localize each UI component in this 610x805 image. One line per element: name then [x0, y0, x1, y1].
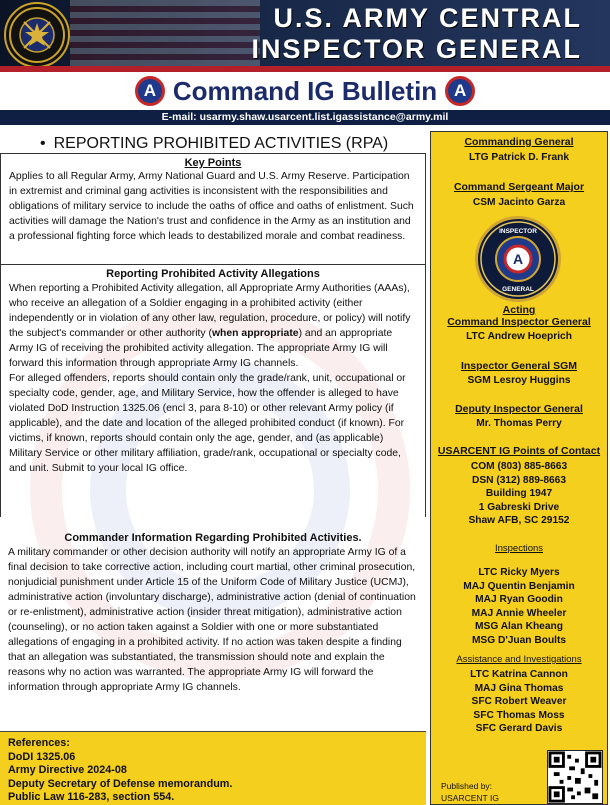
qr-code-icon[interactable] — [547, 750, 603, 804]
inspector-name: MAJ Quentin Benjamin — [463, 580, 575, 592]
email-line[interactable]: E-mail: usarmy.shaw.usarcent.list.igassistance@army.mil — [0, 110, 610, 125]
inspector-name: MSG Alan Kheang — [475, 621, 563, 632]
inspector-name: LTC Ricky Myers — [478, 567, 560, 578]
inspections-block — [431, 543, 607, 647]
commander-info-body: A military commander or other decision authority will notify an appropriate Army IG of a final decision to take corrective action, including court martial, other criminal prosecution, nonjudicial punishment under Article 15 of the Uniform Code of Military Justice (UCMJ), administrative action (involuntary discharge), administrative action (denial of continuation or re-enlistment), administrative action (insider threat mitigation), administrative action (counseling), or no action taken against a Soldier with one or more substantiated allegations of engaging in a prohibited activity. If no action was taken despite a finding that an allegation was substantiated, the transmission should note and explain the reasons why no action was warranted. The appropriate Army IG will forward the information through appropriate Army IG channels. — [8, 547, 416, 693]
inspector-name: MAJ Annie Wheeler — [471, 607, 567, 619]
inspector-name: MSG D'Juan Boults — [471, 634, 567, 646]
heading-bullet: • — [40, 135, 46, 152]
assistance-name: SFC Robert Weaver — [471, 696, 567, 707]
reference-item: Public Law 116-283, section 554. — [8, 791, 175, 803]
leadership-sidebar — [430, 131, 608, 805]
acting-heading-title: Command Inspector General — [447, 316, 591, 328]
para-emphasis: when appropriate — [211, 328, 299, 339]
acting-heading: Acting — [502, 304, 536, 316]
inspector-name: MAJ Ryan Goodin — [475, 594, 563, 605]
csm-block — [431, 181, 607, 210]
key-points-box — [0, 153, 426, 265]
rpa-allegations-para-2: For alleged offenders, reports should contain only the grade/rank, unit, occupational or specialty code, gender, age, and Military Service, how the offender is alleged to have violated DoD Instruction 1325.06 (encl 3, para 8-10) or other relevant Army policy (if applicable), and the date and location of the alleged prohibited conduct (if known). For victims, if known, reports should contain only the age, gender, and (as applicable) Military Service or other military affiliation, grade/rank, occupational or specialty code, and unit. Submit to your local IG office. — [9, 373, 406, 474]
published-by — [441, 780, 499, 804]
inspections-heading: Inspections — [494, 543, 544, 554]
deputy-name: Mr. Thomas Perry — [476, 418, 562, 429]
sgm-heading: Inspector General SGM — [460, 360, 578, 372]
commander-info-section — [0, 529, 426, 729]
header-title-line-2: INSPECTOR GENERAL — [251, 34, 582, 64]
seal-letter: A — [512, 251, 524, 267]
ig-seal-icon — [478, 219, 558, 299]
third-army-patch-icon: A — [445, 76, 475, 106]
csm-heading: Command Sergeant Major — [453, 181, 585, 193]
poc-line[interactable]: COM (803) 885-8663 — [470, 461, 568, 472]
para-text: ) and an appropriate Army IG of receiving the prohibited activity allegation. The appropriate Army IG will forward this information through appropriate Army IG channels. — [9, 328, 393, 369]
references-title: References: — [8, 737, 70, 749]
rpa-heading — [40, 135, 388, 153]
assistance-name: SFC Thomas Moss — [473, 709, 565, 721]
page-header — [0, 0, 610, 72]
poc-block — [431, 445, 607, 528]
acting-name: LTC Andrew Hoeprich — [466, 331, 572, 342]
seal-text-top: INSPECTOR — [499, 228, 537, 235]
cg-block — [431, 136, 607, 165]
commander-info-title: Commander Information Regarding Prohibited Activities. — [64, 532, 362, 544]
rpa-allegations-section — [0, 265, 426, 517]
assistance-heading: Assistance and Investigations — [456, 654, 582, 665]
poc-line: Shaw AFB, SC 29152 — [468, 515, 570, 526]
third-army-patch-icon: A — [135, 76, 165, 106]
inspector-general-emblem — [4, 2, 70, 68]
poc-heading: USARCENT IG Points of Contact — [437, 445, 601, 457]
reference-item: Army Directive 2024-08 — [8, 764, 127, 776]
published-org: USARCENT IG — [441, 793, 499, 803]
header-title-line-1: U.S. ARMY CENTRAL — [273, 3, 582, 33]
assistance-name: MAJ Gina Thomas — [474, 682, 564, 694]
assistance-name: LTC Katrina Cannon — [470, 669, 568, 680]
deputy-heading: Deputy Inspector General — [455, 403, 583, 415]
cg-heading: Commanding General — [464, 136, 574, 148]
acting-cig-block — [431, 304, 607, 344]
references-box — [0, 731, 426, 805]
poc-line: 1 Gabreski Drive — [478, 501, 560, 513]
emblem-icon — [6, 4, 68, 66]
qr-pattern — [548, 751, 602, 803]
bulletin-title: Command IG Bulletin — [172, 75, 438, 106]
poc-line[interactable]: DSN (312) 889-8663 — [471, 474, 566, 486]
assistance-name: SFC Gerard Davis — [475, 723, 563, 734]
ig-sgm-block — [431, 360, 607, 388]
poc-line: Building 1947 — [485, 488, 553, 499]
rpa-allegations-para-1 — [9, 281, 417, 371]
seal-text-bottom: GENERAL — [502, 286, 534, 293]
csm-name: CSM Jacinto Garza — [472, 197, 566, 208]
key-points-title: Key Points — [184, 157, 242, 169]
bulletin-banner — [0, 72, 610, 110]
assistance-block — [431, 654, 607, 736]
flag-background — [70, 0, 260, 72]
deputy-ig-block — [431, 403, 607, 431]
cg-name: LTG Patrick D. Frank — [468, 152, 569, 163]
reference-item: DoDI 1325.06 — [8, 750, 76, 763]
ig-seal — [475, 216, 561, 302]
main-content — [0, 130, 426, 730]
key-points-body: Applies to all Regular Army, Army National Guard and U.S. Army Reserve. Participation in extremist and criminal gang activities is inconsistent with the responsibilities and obligations of military service to include the oaths of office and oaths of enlistment. Such activities will damage the Nation's trust and confidence in the Army as an institution and a professional fighting force which leads to destabilized morale and combat readiness. — [9, 171, 414, 242]
para-text: When reporting a Prohibited Activity allegation, all Appropriate Army Authorities (AAAs), who receive an allegation of a Soldier engaging in a prohibited activity (either independently or in violation of any other law, regulation, procedure, or policy) will notify the subject's commander or other authority ( — [9, 283, 411, 339]
published-label: Published by: — [441, 781, 493, 791]
reference-item: Deputy Secretary of Defense memorandum. — [8, 777, 233, 790]
heading-text: REPORTING PROHIBITED ACTIVITIES (RPA) — [53, 135, 389, 152]
sgm-name: SGM Lesroy Huggins — [467, 375, 571, 386]
rpa-allegations-title: Reporting Prohibited Activity Allegations — [106, 268, 320, 280]
